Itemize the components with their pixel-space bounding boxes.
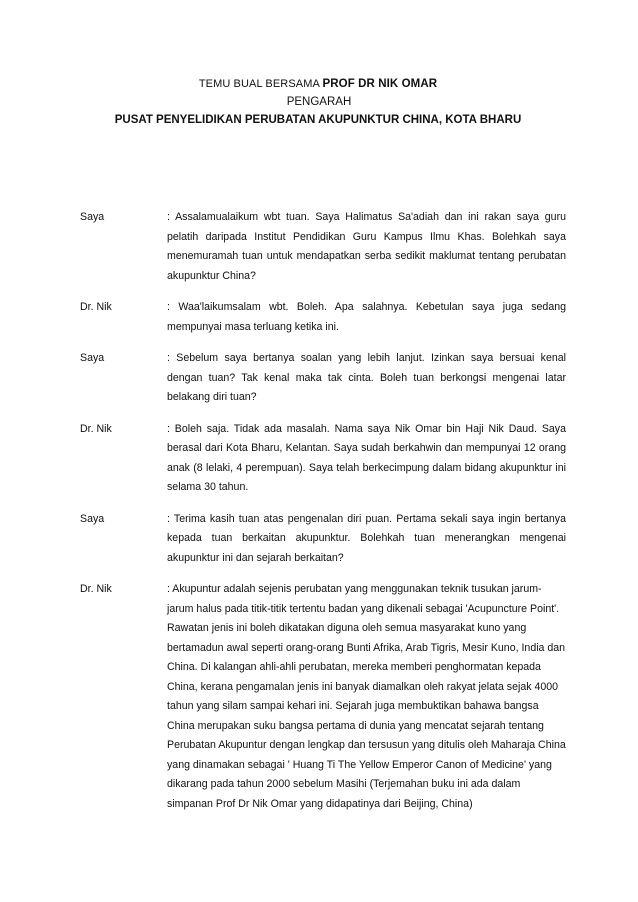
entry-text: : Sebelum saya bertanya soalan yang lebih lanjut. Izinkan saya bersuai kenal dengan tuan? Tak kenal maka tak cinta. Boleh tuan berkongsi mengenai latar belakang diri tuan?: [167, 352, 566, 403]
document-header: [0, 78, 638, 126]
transcript-entry: [80, 298, 566, 337]
entry-text: : Terima kasih tuan atas pengenalan diri puan. Pertama sekali saya ingin bertanya kepada tuan berkaitan akupunktur. Bolehkah tuan menerangkan mengenai akupunktur ini dan sejarah berkaitan?: [167, 512, 566, 564]
header-position: PENGARAH: [286, 96, 352, 108]
entry-text: : Akupuntur adalah sejenis perubatan yang menggunakan teknik tusukan jarum-jarum halus pada titik-titik tertentu badan yang dikenali sebagai 'Acupuncture Point'. Rawatan jenis ini boleh dikatakan diguna oleh semua masyarakat kuno yang bertamadun awal seperti orang-orang Bunti Afrika, Arab Tigris, Mesir Kuno, India dan China. Di kalangan ahli-ahli perubatan, mereka memberi penghormatan kepada China, kerana pengamalan jenis ini banyak diamalkan oleh rakyat jelata sejak 4000 tahun yang silam sampai kehari ini. Sejarah juga membuktikan bahawa bangsa China merupakan suku bangsa pertama di dunia yang mencatat sejarah tentang Perubatan Akupuntur dengan lengkap dan tersusun yang ditulis oleh Maharaja China yang dinamakan sebagai ' Huang Ti The Yellow Emperor Canon of Medicine' yang dikarang pada tahun 2000 sebelum Masihi (Terjemahan buku ini ada dalam simpanan Prof Dr Nik Omar yang didapatinya dari Beijing, China): [167, 583, 566, 810]
header-prefix: TEMU BUAL BERSAMA: [198, 78, 323, 90]
speaker-label: Dr. Nik: [80, 301, 112, 313]
speaker-label: Saya: [80, 211, 105, 223]
header-title-line: [0, 78, 638, 90]
speaker-label: Saya: [80, 352, 105, 364]
transcript-entry: [80, 510, 566, 569]
speaker-label: Dr. Nik: [80, 422, 112, 435]
transcript-entry: [80, 580, 566, 814]
transcript-entry: [80, 420, 566, 498]
speaker-label: Dr. Nik: [80, 583, 112, 595]
header-institution: PUSAT PENYELIDIKAN PERUBATAN AKUPUNKTUR CHINA, KOTA BHARU: [114, 114, 522, 126]
entry-text: : Boleh saja. Tidak ada masalah. Nama saya Nik Omar bin Haji Nik Daud. Saya berasal dari Kota Bharu, Kelantan. Saya sudah berkahwin dan mempunyai 12 orang anak (8 lelaki, 4 perempuan). Saya telah berkecimpung dalam bidang akupunktur ini selama 30 tahun.: [167, 422, 566, 493]
entry-text: : Waa'laikumsalam wbt. Boleh. Apa salahnya. Kebetulan saya juga sedang mempunyai masa terluang ketika ini.: [167, 301, 566, 333]
transcript-entry: [80, 208, 566, 286]
transcript-entry: [80, 349, 566, 408]
header-name: PROF DR NIK OMAR: [322, 78, 438, 90]
entry-text: : Assalamualaikum wbt tuan. Saya Halimatus Sa'adiah dan ini rakan saya guru pelatih daripada Institut Pendidikan Guru Kampus Ilmu Khas. Bolehkah saya menemuramah tuan untuk mendapatkan serba sedikit maklumat tentang perubatan akupunktur China?: [167, 211, 566, 282]
interview-transcript: [80, 208, 566, 826]
speaker-label: Saya: [80, 512, 105, 525]
